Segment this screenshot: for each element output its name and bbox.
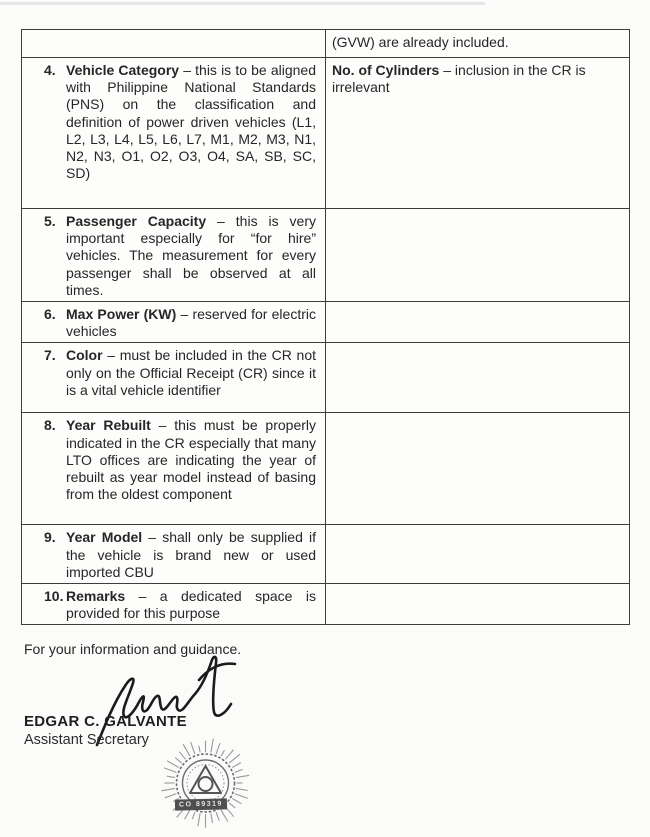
item-detail: – reserved for electric vehicles (66, 306, 316, 340)
right-cell (326, 209, 629, 301)
item-text (66, 529, 316, 581)
item-term: Color (66, 347, 103, 364)
left-cell (22, 302, 326, 342)
left-cell (22, 209, 326, 301)
right-cell (326, 30, 629, 57)
scan-artifact-line (0, 2, 485, 5)
table-row (22, 302, 629, 343)
table-row (22, 525, 629, 584)
table-row (22, 413, 629, 525)
item-number: 8. (44, 417, 56, 434)
item-term: Year Rebuilt (66, 417, 151, 434)
left-cell (22, 413, 326, 524)
right-cell (326, 525, 629, 583)
item-term: Remarks (66, 588, 126, 605)
table-row (22, 343, 629, 413)
item-term: Year Model (66, 529, 143, 546)
signatory-title: Assistant Secretary (24, 732, 149, 748)
item-number: 7. (44, 347, 56, 364)
note-text (332, 34, 621, 51)
left-cell (22, 58, 326, 208)
right-cell (326, 584, 629, 624)
right-cell (326, 413, 629, 524)
left-cell (22, 30, 326, 57)
item-detail: – shall only be supplied if the vehicle is brand new or used imported CBU (66, 529, 316, 580)
closing-line: For your information and guidance. (24, 641, 242, 657)
item-text (66, 306, 316, 340)
vehicle-cr-requirements-table (21, 29, 630, 625)
item-term: Vehicle Category (66, 62, 180, 78)
note-detail: (GVW) are already included. (332, 34, 509, 50)
item-term: Passenger Capacity (66, 213, 207, 229)
table-row (22, 209, 629, 302)
item-term: Max Power (KW) (66, 306, 177, 323)
item-number: 9. (44, 529, 56, 546)
item-text (66, 62, 316, 182)
item-detail: – must be included in the CR not only on the Official Receipt (CR) since it is a vital vehicle identifier (66, 347, 316, 398)
right-cell (326, 58, 629, 208)
item-text (66, 213, 316, 299)
note-detail: – inclusion in the CR is irrelevant (332, 62, 586, 96)
seal-serial-label: CO 89319 (175, 798, 227, 810)
table-row (22, 58, 629, 209)
left-cell (22, 584, 326, 624)
note-text (332, 62, 621, 96)
item-number: 10. (44, 588, 64, 605)
right-cell (326, 343, 629, 412)
right-cell (326, 302, 629, 342)
item-number: 5. (44, 213, 56, 229)
item-detail: – this is to be aligned with Philippine National Standards (PNS) on the classification and definition of power driven vehicles (L1, L2, L3, L4, L5, L6, L7, M1, M2, M3, N1, N2, N3, O1, O2, O3, O4, SA, SB, SC, SD) (66, 62, 316, 182)
left-cell (22, 343, 326, 412)
item-number: 4. (44, 62, 56, 78)
item-text (66, 417, 316, 503)
signatory-name: EDGAR C. GALVANTE (24, 713, 187, 730)
item-detail: – this must be properly indicated in the CR especially that many LTO offices are indicating the year of rebuilt as year model instead of basing from the oldest component (66, 417, 317, 503)
left-cell (22, 525, 326, 583)
item-text (66, 588, 316, 622)
official-round-seal-icon (158, 737, 253, 835)
item-text (66, 347, 316, 399)
table-row (22, 30, 629, 58)
table-row (22, 584, 629, 624)
item-number: 6. (44, 306, 56, 323)
note-term: No. of Cylinders (332, 62, 440, 78)
item-detail: – a dedicated space is provided for this purpose (66, 588, 316, 622)
item-detail: – this is very important especially for “for hire” vehicles. The measurement for every passenger shall be observed at all times. (66, 213, 316, 298)
